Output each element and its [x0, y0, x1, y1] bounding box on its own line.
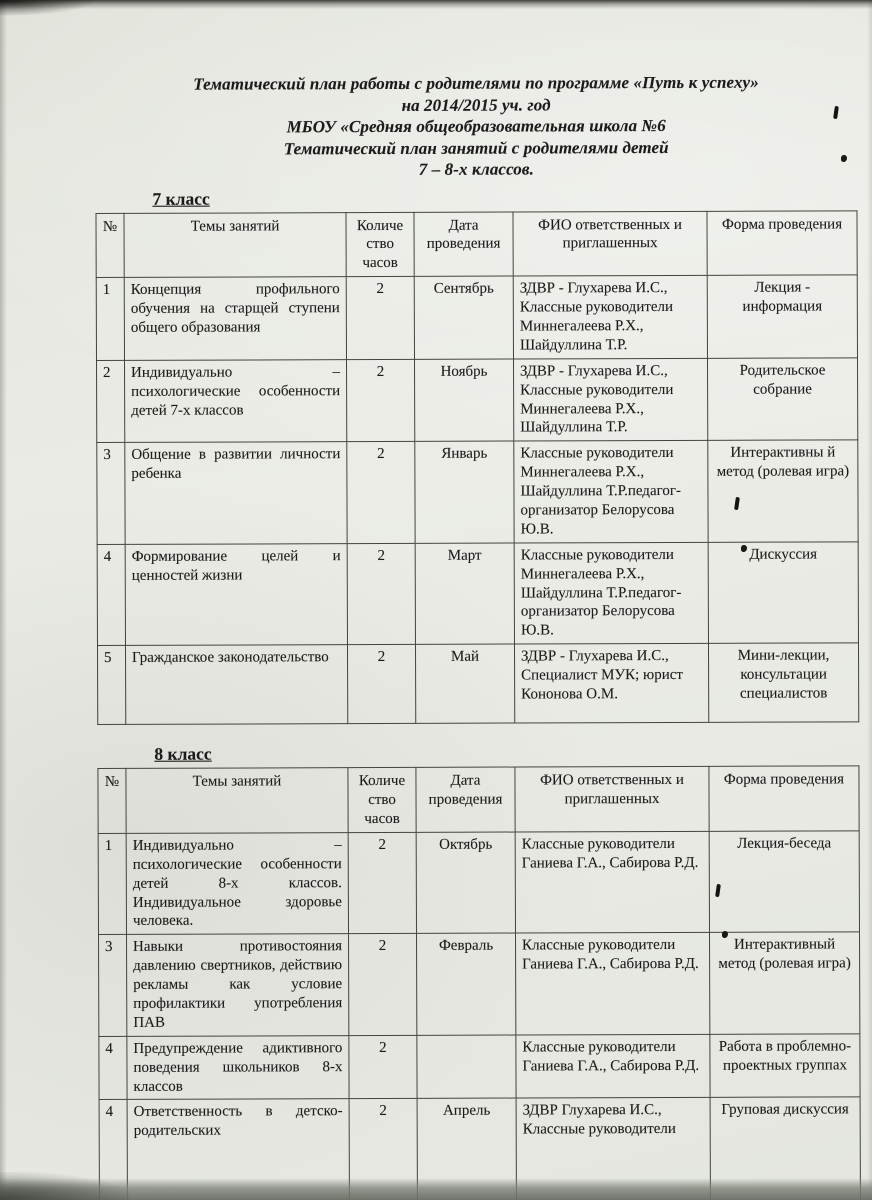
table-row	[96, 358, 857, 443]
cell-topic: Индивидуально – психологические особенности детей 7-х классов	[124, 359, 346, 442]
cell-date: Апрель	[417, 1098, 517, 1200]
cell-hours: 2	[346, 359, 414, 442]
cell-form: Груповая дискуссия	[710, 1097, 861, 1200]
cell-date: Февраль	[417, 933, 516, 1035]
cell-date	[417, 1035, 516, 1099]
cell-number: 4	[99, 1036, 127, 1100]
header-date: Дата проведения	[416, 767, 515, 832]
header-responsible: ФИО ответственных и приглашенных	[513, 211, 707, 276]
header-responsible: ФИО ответственных и приглашенных	[515, 767, 709, 832]
title-line: Тематический план работы с родителями по программе «Путь к успеху»	[193, 72, 759, 94]
cell-hours: 2	[349, 1035, 417, 1099]
cell-form: Родительское собрание	[707, 358, 857, 441]
cell-responsible: ЗДВР - Глухарева И.С., Специалист МУК; юрист Кононова О.М.	[514, 644, 708, 724]
cell-number: 4	[99, 1100, 128, 1200]
scan-corner-bottom-left	[0, 1172, 130, 1200]
cell-responsible: Классные руководители Миннегалеева Р.Х., Шайдуллина Т.Р.педагог-организатор Белорусова Ю.В.	[514, 441, 708, 543]
cell-responsible: Классные руководители Миннегалеева Р.Х., Шайдуллина Т.Р.педагог-организатор Белорусова Ю.В.	[514, 542, 708, 644]
cell-number: 2	[96, 360, 124, 443]
plan-table-7-class	[95, 210, 859, 725]
cell-number: 3	[97, 443, 125, 545]
cell-hours: 2	[346, 277, 414, 360]
scan-edge-left	[0, 0, 7, 1200]
cell-form: Интерактивный метод (ролевая игра)	[710, 932, 860, 1034]
header-row	[98, 766, 859, 833]
cell-number: 5	[97, 646, 125, 725]
cell-responsible: Классные руководители Ганиева Г.А., Сабирова Р.Д.	[515, 831, 709, 933]
title-line: 7 – 8-х классов.	[418, 159, 534, 179]
cell-date: Март	[415, 543, 514, 645]
cell-form: Лекция-беседа	[709, 831, 859, 933]
cell-hours: 2	[347, 442, 415, 544]
header-row	[96, 210, 857, 277]
cell-date: Сентябрь	[414, 276, 513, 359]
table-row	[98, 831, 859, 935]
scan-corner-top-left	[0, 0, 95, 16]
table-row	[97, 440, 858, 544]
cell-form: Лекция - информация	[707, 275, 857, 358]
cell-number: 1	[98, 833, 126, 935]
header-hours: Количе ство часов	[346, 212, 414, 277]
cell-hours: 2	[347, 543, 415, 645]
cell-number: 3	[99, 935, 127, 1037]
cell-responsible: ЗДВР Глухарева И.С., Классные руководители	[516, 1098, 711, 1200]
cell-date: Январь	[415, 441, 514, 543]
cell-topic: Концепция профильного обучения на старщей ступени общего образования	[124, 277, 346, 360]
table-row	[99, 1034, 860, 1100]
header-number: №	[98, 769, 126, 834]
header-topics: Темы занятий	[126, 768, 348, 833]
header-number: №	[96, 213, 124, 278]
cell-topic: Ответственность в детско-родительских	[127, 1099, 350, 1200]
cell-hours: 2	[348, 832, 416, 934]
cell-number: 4	[97, 544, 125, 646]
header-hours: Количе ство часов	[348, 768, 416, 833]
cell-form: Дискуссия	[708, 542, 858, 644]
cell-topic: Предупреждение адиктивного поведения школьников 8-х классов	[127, 1035, 349, 1099]
cell-number: 1	[96, 278, 124, 361]
table-row	[96, 275, 857, 360]
scan-edge-top	[0, 0, 872, 9]
document-title	[110, 71, 842, 181]
cell-hours: 2	[347, 645, 415, 724]
section-heading-7-class: 7 класс	[152, 188, 210, 209]
section-8-class	[97, 742, 861, 1200]
header-date: Дата проведения	[414, 212, 513, 277]
plan-table-8-class	[97, 766, 861, 1200]
title-line: МБОУ «Средняя общеобразовательная школа №6	[286, 116, 666, 137]
cell-responsible: ЗДВР - Глухарева И.С., Классные руководители Миннегалеева Р.Х., Шайдуллина Т.Р.	[513, 276, 707, 359]
document-content	[95, 71, 861, 1200]
cell-topic: Индивидуально – психологические особенности детей 8-х классов. Индивидуальное здоровье человека.	[126, 832, 348, 934]
cell-topic: Общение в развитии личности ребенка	[125, 442, 347, 544]
cell-form: Работа в проблемно-проектных группах	[710, 1034, 860, 1098]
title-line: на 2014/2015 уч. год	[401, 94, 551, 115]
cell-date: Ноябрь	[414, 359, 513, 442]
cell-topic: Навыки противостояния давлению свертников, действию рекламы как условие профилактики употребления ПАВ	[127, 934, 349, 1036]
cell-form: Мини-лекции, консультации специалистов	[708, 643, 858, 723]
cell-responsible: ЗДВР - Глухарева И.С., Классные руководители Миннегалеева Р.Х., Шайдуллина Т.Р.	[513, 358, 707, 441]
cell-date: Май	[415, 644, 514, 723]
header-topics: Темы занятий	[124, 212, 346, 277]
cell-topic: Формирование целей и ценностей жизни	[125, 543, 347, 645]
cell-topic: Гражданское законодательство	[125, 645, 347, 725]
section-7-class	[95, 186, 859, 725]
cell-hours: 2	[349, 934, 417, 1036]
scan-edge-right	[867, 0, 872, 1200]
cell-responsible: Классные руководители Ганиева Г.А., Сабирова Р.Д.	[516, 1034, 710, 1098]
table-row	[97, 643, 858, 725]
header-form: Форма проведения	[709, 766, 859, 831]
table-row	[97, 542, 858, 646]
scan-edge-bottom	[0, 1178, 872, 1200]
section-heading-8-class: 8 класс	[154, 743, 212, 764]
cell-date: Октябрь	[416, 832, 515, 934]
table-row	[99, 932, 860, 1036]
header-form: Форма проведения	[707, 210, 857, 275]
cell-form: Интерактивны й метод (ролевая игра)	[708, 440, 858, 542]
cell-hours: 2	[349, 1099, 418, 1200]
cell-responsible: Классные руководители Ганиева Г.А., Сабирова Р.Д.	[516, 933, 710, 1035]
title-line: Тематический план занятий с родителями детей	[283, 137, 669, 158]
